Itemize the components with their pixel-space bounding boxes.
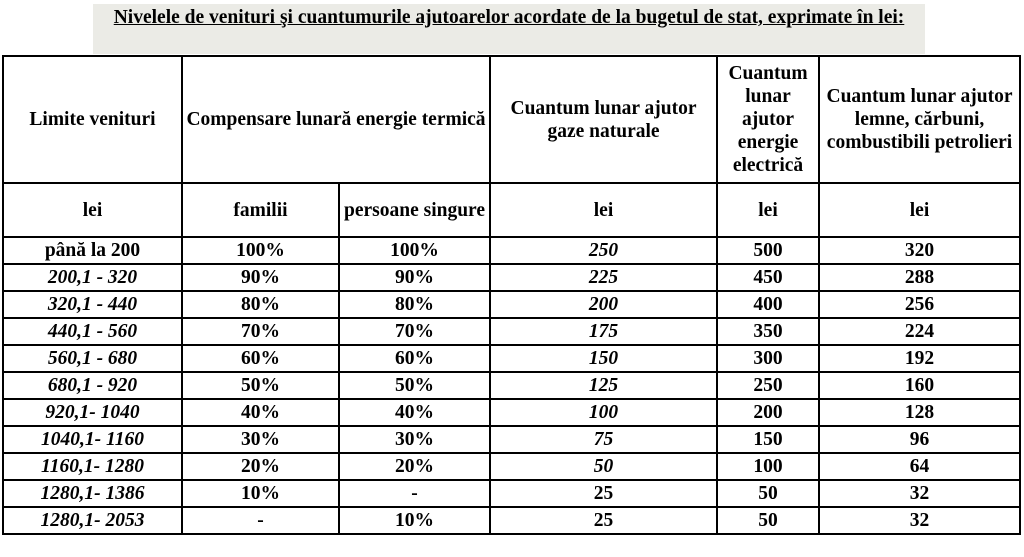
table-row bbox=[3, 345, 1020, 372]
cell-families: 60% bbox=[182, 345, 339, 372]
cell-electricity-aid: 50 bbox=[717, 480, 819, 507]
cell-families: 30% bbox=[182, 426, 339, 453]
cell-single-persons: 70% bbox=[339, 318, 490, 345]
cell-families: 100% bbox=[182, 237, 339, 264]
cell-electricity-aid: 300 bbox=[717, 345, 819, 372]
cell-electricity-aid: 500 bbox=[717, 237, 819, 264]
cell-families: 10% bbox=[182, 480, 339, 507]
subheader-lei: lei bbox=[717, 183, 819, 237]
cell-families: 20% bbox=[182, 453, 339, 480]
cell-wood-coal-aid: 32 bbox=[819, 480, 1020, 507]
cell-families: - bbox=[182, 507, 339, 534]
cell-single-persons: - bbox=[339, 480, 490, 507]
cell-single-persons: 30% bbox=[339, 426, 490, 453]
cell-gas-aid: 25 bbox=[490, 480, 717, 507]
cell-gas-aid: 250 bbox=[490, 237, 717, 264]
cell-electricity-aid: 50 bbox=[717, 507, 819, 534]
cell-gas-aid: 150 bbox=[490, 345, 717, 372]
cell-income-limit: 1160,1- 1280 bbox=[3, 453, 182, 480]
cell-families: 70% bbox=[182, 318, 339, 345]
table-row bbox=[3, 426, 1020, 453]
table-row bbox=[3, 264, 1020, 291]
cell-income-limit: până la 200 bbox=[3, 237, 182, 264]
cell-single-persons: 40% bbox=[339, 399, 490, 426]
cell-families: 80% bbox=[182, 291, 339, 318]
cell-wood-coal-aid: 288 bbox=[819, 264, 1020, 291]
cell-single-persons: 80% bbox=[339, 291, 490, 318]
cell-gas-aid: 50 bbox=[490, 453, 717, 480]
table-row bbox=[3, 453, 1020, 480]
cell-electricity-aid: 400 bbox=[717, 291, 819, 318]
cell-gas-aid: 175 bbox=[490, 318, 717, 345]
cell-income-limit: 200,1 - 320 bbox=[3, 264, 182, 291]
header-electricity-aid: Cuantum lunar ajutor energie electrică bbox=[717, 56, 819, 183]
cell-wood-coal-aid: 160 bbox=[819, 372, 1020, 399]
subheader-single-persons: persoane singure bbox=[339, 183, 490, 237]
cell-electricity-aid: 100 bbox=[717, 453, 819, 480]
cell-single-persons: 10% bbox=[339, 507, 490, 534]
cell-gas-aid: 125 bbox=[490, 372, 717, 399]
cell-single-persons: 60% bbox=[339, 345, 490, 372]
cell-gas-aid: 200 bbox=[490, 291, 717, 318]
cell-gas-aid: 25 bbox=[490, 507, 717, 534]
cell-wood-coal-aid: 192 bbox=[819, 345, 1020, 372]
cell-gas-aid: 225 bbox=[490, 264, 717, 291]
cell-electricity-aid: 150 bbox=[717, 426, 819, 453]
subheader-lei: lei bbox=[3, 183, 182, 237]
cell-income-limit: 440,1 - 560 bbox=[3, 318, 182, 345]
cell-electricity-aid: 200 bbox=[717, 399, 819, 426]
table-row bbox=[3, 318, 1020, 345]
cell-income-limit: 920,1- 1040 bbox=[3, 399, 182, 426]
header-income-limits: Limite venituri bbox=[3, 56, 182, 183]
header-row bbox=[3, 56, 1020, 183]
cell-wood-coal-aid: 224 bbox=[819, 318, 1020, 345]
cell-income-limit: 1280,1- 2053 bbox=[3, 507, 182, 534]
subheader-families: familii bbox=[182, 183, 339, 237]
cell-income-limit: 320,1 - 440 bbox=[3, 291, 182, 318]
table-row bbox=[3, 291, 1020, 318]
cell-wood-coal-aid: 64 bbox=[819, 453, 1020, 480]
cell-single-persons: 90% bbox=[339, 264, 490, 291]
cell-gas-aid: 100 bbox=[490, 399, 717, 426]
cell-electricity-aid: 350 bbox=[717, 318, 819, 345]
cell-income-limit: 1040,1- 1160 bbox=[3, 426, 182, 453]
cell-single-persons: 100% bbox=[339, 237, 490, 264]
table-row bbox=[3, 399, 1020, 426]
cell-wood-coal-aid: 32 bbox=[819, 507, 1020, 534]
table-row bbox=[3, 237, 1020, 264]
header-thermal-compensation: Compensare lunară energie termică bbox=[182, 56, 490, 183]
page-title: Nivelele de venituri şi cuantumurile ajutoarelor acordate de la bugetul de stat, exprimate în lei: bbox=[113, 7, 905, 28]
cell-gas-aid: 75 bbox=[490, 426, 717, 453]
header-wood-coal-aid: Cuantum lunar ajutor lemne, cărbuni, combustibili petrolieri bbox=[819, 56, 1020, 183]
cell-single-persons: 50% bbox=[339, 372, 490, 399]
cell-electricity-aid: 450 bbox=[717, 264, 819, 291]
cell-families: 90% bbox=[182, 264, 339, 291]
cell-families: 40% bbox=[182, 399, 339, 426]
subheader-row bbox=[3, 183, 1020, 237]
benefits-table bbox=[2, 55, 1021, 535]
subheader-lei: lei bbox=[819, 183, 1020, 237]
cell-wood-coal-aid: 96 bbox=[819, 426, 1020, 453]
cell-families: 50% bbox=[182, 372, 339, 399]
table-row bbox=[3, 372, 1020, 399]
subheader-lei: lei bbox=[490, 183, 717, 237]
header-gas-aid: Cuantum lunar ajutor gaze naturale bbox=[490, 56, 717, 183]
cell-wood-coal-aid: 256 bbox=[819, 291, 1020, 318]
cell-income-limit: 1280,1- 1386 bbox=[3, 480, 182, 507]
table-row bbox=[3, 480, 1020, 507]
cell-wood-coal-aid: 128 bbox=[819, 399, 1020, 426]
cell-electricity-aid: 250 bbox=[717, 372, 819, 399]
cell-income-limit: 680,1 - 920 bbox=[3, 372, 182, 399]
table-row bbox=[3, 507, 1020, 534]
cell-income-limit: 560,1 - 680 bbox=[3, 345, 182, 372]
cell-single-persons: 20% bbox=[339, 453, 490, 480]
cell-wood-coal-aid: 320 bbox=[819, 237, 1020, 264]
